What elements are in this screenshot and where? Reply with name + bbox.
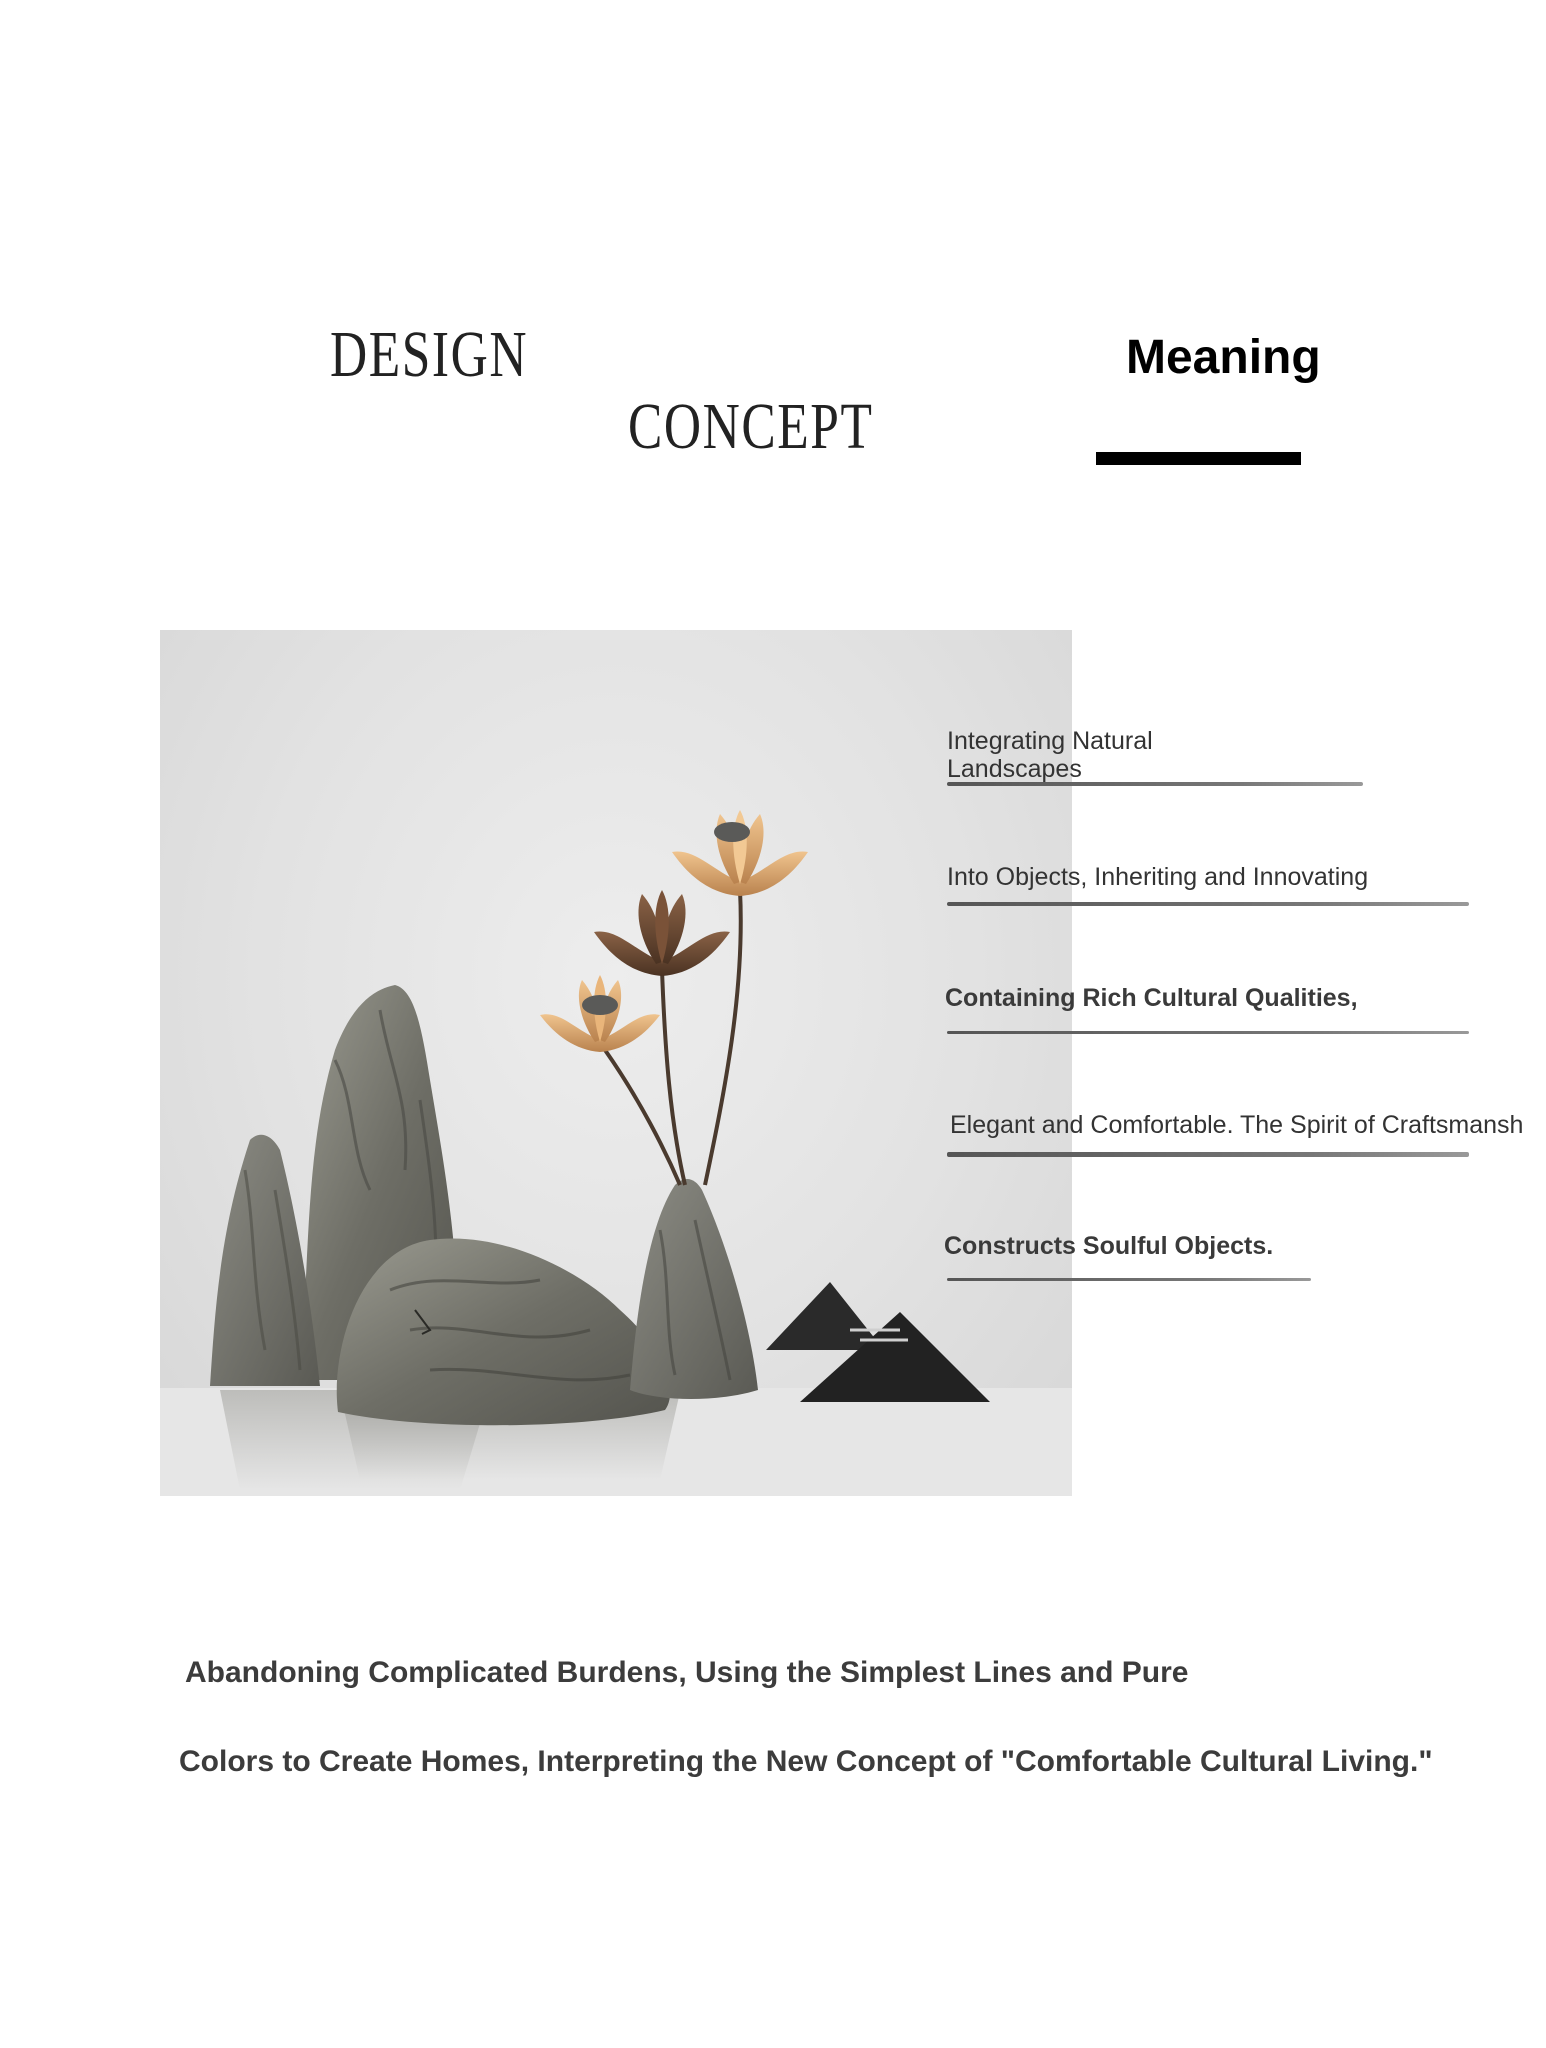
concept-line-4: Elegant and Comfortable. The Spirit of Craftsmansh — [950, 1111, 1524, 1139]
heading-design: DESIGN — [330, 318, 529, 391]
stone-lotus-illustration — [160, 630, 1072, 1496]
concept-line-3: Containing Rich Cultural Qualities, — [945, 984, 1358, 1012]
concept-underline-5 — [947, 1278, 1311, 1281]
concept-line-1: Integrating Natural Landscapes — [947, 727, 1153, 783]
bottom-text-line-2: Colors to Create Homes, Interpreting the New Concept of "Comfortable Cultural Living." — [179, 1745, 1433, 1778]
concept-underline-1 — [947, 782, 1363, 786]
heading-concept: CONCEPT — [628, 390, 874, 463]
bottom-text-line-1: Abandoning Complicated Burdens, Using the Simplest Lines and Pure — [185, 1656, 1189, 1689]
meaning-label: Meaning — [1126, 331, 1321, 384]
meaning-underline-bar — [1096, 452, 1301, 465]
concept-line-2: Into Objects, Inheriting and Innovating — [947, 863, 1369, 891]
concept-underline-4 — [947, 1152, 1469, 1157]
concept-line-5: Constructs Soulful Objects. — [944, 1232, 1274, 1260]
product-photo — [160, 630, 1072, 1496]
concept-underline-3 — [947, 1031, 1469, 1034]
concept-underline-2 — [947, 902, 1469, 906]
